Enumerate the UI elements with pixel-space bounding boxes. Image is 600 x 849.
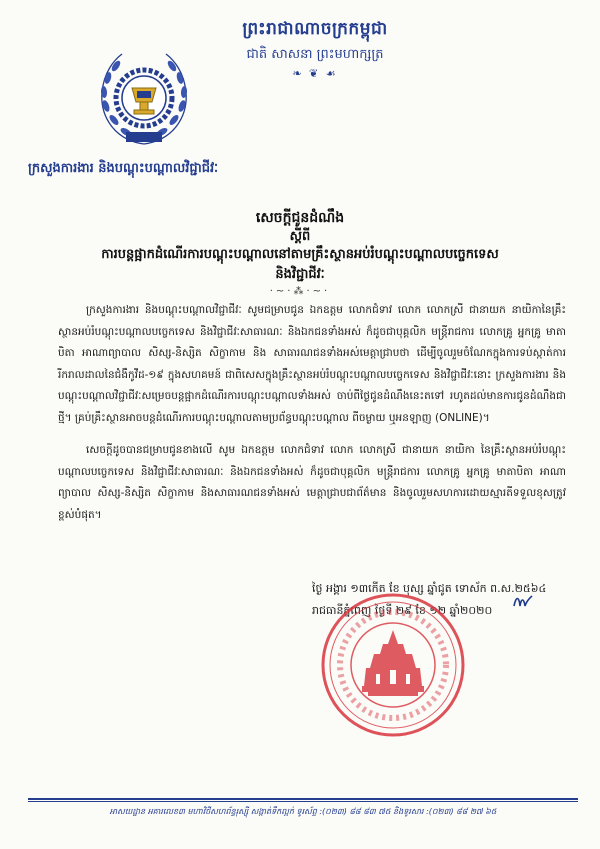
lunar-date: ថ្ងៃ អង្គារ ១៣កើត ខែ បុស្ស ឆ្នាំជូត ទោស័ក ព.ស.២៥៦៤ — [312, 582, 547, 595]
kingdom-title: ព្រះរាជាណាចក្រកម្ពុជា — [242, 19, 388, 39]
solar-date: រាជធានីភ្នំពេញ ថ្ងៃទី ២៩ ខែ ១២ ឆ្នាំ២០២០ — [312, 604, 493, 617]
footer-rule — [28, 798, 578, 800]
official-seal — [318, 590, 468, 740]
ministry-name: ក្រសួងការងារ និងបណ្តុះបណ្តាលវិជ្ជាជីវៈ — [28, 161, 219, 176]
header-ornament: ❧ ❦ ☙ — [292, 67, 338, 80]
body-paragraph-2: សេចក្តីដូចបានជម្រាបជូនខាងលើ សូម ឯកឧត្តម លោកជំទាវ លោក លោកស្រី ជានាយក នាយិកា នៃគ្រឹះស្ថានអប់រំបណ្តុះបណ្តាលបច្ចេកទេស និងវិជ្ជាជីវៈសាធារណៈ និងឯកជនទាំងអស់ ក៏ដូចជាបុគ្គលិក មន្ត្រីរាជការ លោកគ្រូ អ្នកគ្រូ មាតាបិតា អាណាព្យាបាល សិស្ស-និស្សិត សិក្ខាកាម និងសាធារណជនទាំងអស់ មេត្តាជ្រាបជាព័ត៌មាន និងចូលរួមសហការដោយស្មារតីទទួលខុសត្រូវខ្ពស់បំផុត។ — [58, 444, 566, 521]
title-ornament: ·~·⁂·~· — [269, 286, 331, 297]
notice-title: សេចក្តីជូនដំណឹង — [255, 210, 345, 226]
national-motto: ជាតិ សាសនា ព្រះមហាក្សត្រ — [246, 47, 384, 62]
ministry-logo — [92, 48, 196, 152]
notice-subject-line1: ការបន្តផ្អាកដំណើរការបណ្តុះបណ្តាលនៅតាមគ្រឹះស្ថានអប់រំបណ្តុះបណ្តាលបច្ចេកទេស — [101, 247, 499, 262]
footer-rule-thin — [28, 801, 578, 802]
notice-subject-label: ស្តីពី — [289, 229, 311, 244]
body-paragraph-1: ក្រសួងការងារ និងបណ្តុះបណ្តាលវិជ្ជាជីវៈ សូមជម្រាបជូន ឯកឧត្តម លោកជំទាវ លោក លោកស្រី ជានាយក នាយិកានៃគ្រឹះស្ថានអប់រំបណ្តុះបណ្តាលបច្ចេកទេស និងវិជ្ជាជីវៈសាធារណៈ និងឯកជនទាំងអស់ ក៏ដូចជាបុគ្គលិក មន្ត្រីរាជការ លោកគ្រូ អ្នកគ្រូ មាតាបិតា អាណាព្យាបាល សិស្ស-និស្សិត សិក្ខាកាម និង សាធារណជនទាំងអស់មេត្តាជ្រាបថា ដើម្បីចូលរួមចំណែកក្នុងការទប់ស្កាត់ការរីករាលដាលនៃជំងឺកូវីដ-១៩ ក្នុងសហគមន៍ ជាពិសេសក្នុងគ្រឹះស្ថានអប់រំបណ្តុះបណ្តាលបច្ចេកទេស និងវិជ្ជាជីវៈនោះ ក្រសួងការងារ និង បណ្តុះបណ្តាលវិជ្ជាជីវៈសម្រេចបន្តផ្អាកដំណើរការបណ្តុះបណ្តាលទាំងអស់ ចាប់ពីថ្ងៃជូនដំណឹងនេះតទៅ រហូតដល់មានការជូនដំណឹងជាថ្មី។ គ្រប់គ្រឹះស្ថានអាចបន្តដំណើរការបណ្តុះបណ្តាលតាមប្រព័ន្ធបណ្តុះបណ្តាល ពីចម្ងាយ ឬអនឡាញ (ONLINE)។ — [58, 304, 566, 424]
notice-subject-line2: និងវិជ្ជាជីវៈ — [275, 267, 325, 282]
kingdom-header — [205, 18, 425, 80]
signature — [512, 592, 534, 612]
footer-address: អាសយដ្ឋាន អគារលេខ៣ មហាវិថីសហព័ន្ធរុស្ស៊ី សង្កាត់ទឹកល្អក់ ទូរស័ព្ទ :(០២៣) ៨៨ ៨៣ ៧៥ និងទូរសារ :(០២៣) ៨៨ ២៧ ៦៥ — [109, 807, 497, 816]
